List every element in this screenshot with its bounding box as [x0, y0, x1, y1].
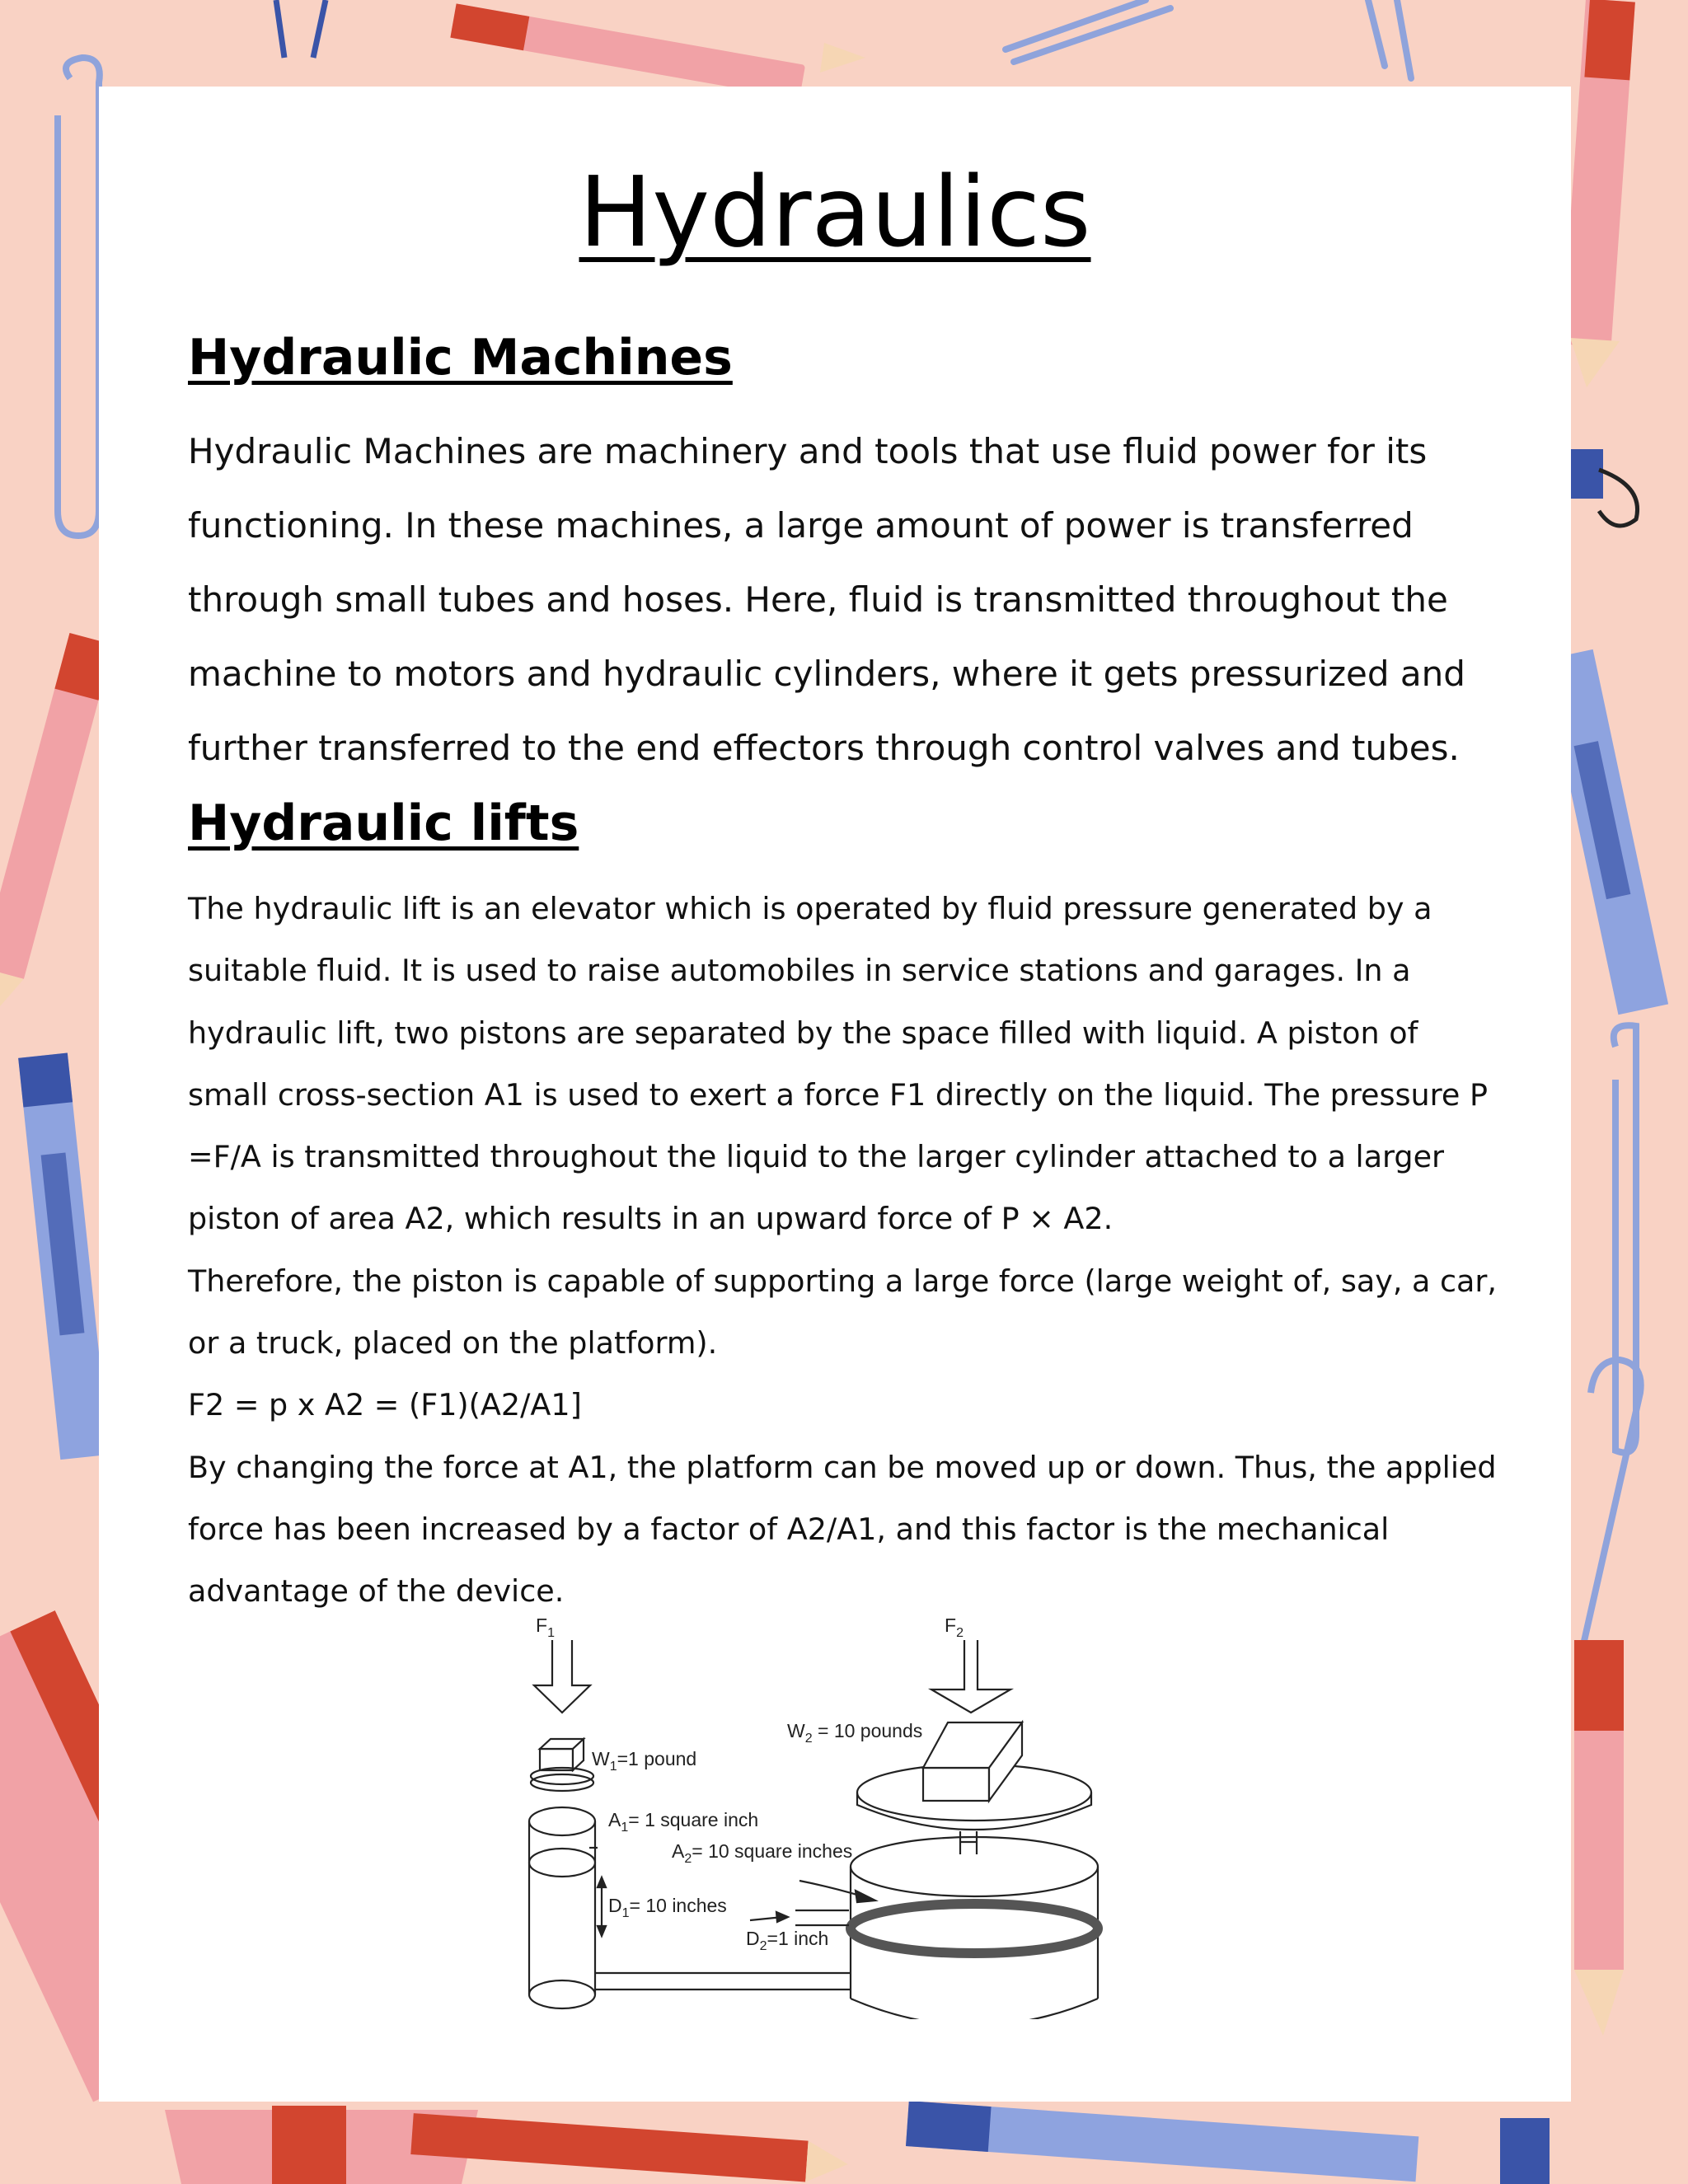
pencil-icon — [0, 633, 114, 1023]
binder-clip-icon — [1570, 449, 1638, 526]
d1-arrow — [598, 1877, 606, 1936]
hydraulic-machines-paragraph: Hydraulic Machines are machinery and tools that use fluid power for its functioning. In these machines, a large amount of power is transferred through small tubes and hoses. Here, fluid is transmitted throughout the machine to motors and hydraulic cylinders, where it gets pressurized and further transferred to the end effectors through control valves and tubes. — [188, 431, 1465, 768]
section-heading-hydraulic-lifts: Hydraulic lifts — [188, 794, 579, 852]
d2-arrow — [750, 1910, 849, 1925]
lift-paragraph: Therefore, the piston is capable of supporting a large force (large weight of, say, a car, or a truck, placed on the platform). — [188, 1263, 1498, 1361]
large-piston-disc — [851, 1904, 1098, 1953]
d2-label: $D_2=1$ inch — [746, 1928, 829, 1953]
f1-arrow — [534, 1640, 590, 1713]
d1-label: $D_1= 10$ inches — [608, 1895, 727, 1920]
a2-label: $A_2= 10$ square inches — [672, 1840, 853, 1866]
large-cylinder — [851, 1837, 1098, 2019]
hydraulic-lift-diagram — [420, 1525, 1129, 2019]
pencil-icon — [1574, 1640, 1624, 2036]
lift-paragraph: By changing the force at A1, the platform can be moved up or down. Thus, the applied force has been increased by a factor of A2/A1, and this factor is the mechanical advantage of the device. — [188, 1449, 1497, 1610]
paperclip-icon — [1614, 1025, 1636, 1452]
f2-arrow — [931, 1640, 1010, 1713]
section-heading-hydraulic-machines: Hydraulic Machines — [188, 329, 733, 387]
a1-label: $A_1= 1$ square inch — [608, 1809, 759, 1835]
page-title: Hydraulics — [579, 155, 1091, 269]
paperclip-icon — [1368, 0, 1411, 78]
hydraulic-lifts-body — [188, 878, 1507, 1623]
pencil-icon — [1562, 0, 1635, 387]
large-weight-box — [923, 1722, 1022, 1801]
paperclip-icon — [1006, 0, 1170, 62]
w2-label: $W_2 = 10$ pounds — [787, 1720, 923, 1746]
small-cylinder — [529, 1807, 595, 2008]
w1-label: $W_1=1$ pound — [592, 1748, 697, 1774]
lift-formula: F2 = p x A2 = (F1)(A2/A1] — [188, 1387, 582, 1423]
pencil-icon — [450, 3, 865, 99]
pencil-icon — [906, 2101, 1418, 2182]
paperclip-icon — [1582, 1360, 1641, 1648]
pencil-icon — [18, 1053, 110, 1460]
f2-label: $F_2$ — [945, 1615, 964, 1640]
paperclip-icon — [58, 58, 100, 536]
small-weight-box — [540, 1739, 584, 1770]
pencil-icon — [410, 2113, 849, 2184]
lift-paragraph: The hydraulic lift is an elevator which is operated by fluid pressure generated by a suitable fluid. It is used to raise automobiles in service stations and garages. In a hydraulic lift, two pistons are separated by the space filled with liquid. A piston of small cross-section A1 is used to exert a force F1 directly on the liquid. The pressure P =F/A is transmitted throughout the liquid to the larger cylinder attached to a larger piston of area A2, which results in an upward force of P × A2. — [188, 891, 1488, 1237]
binder-clip-icon — [276, 0, 326, 58]
f1-label: $F_1$ — [536, 1615, 555, 1640]
binder-clip-icon — [1500, 2118, 1550, 2184]
connecting-pipe — [595, 1973, 851, 1990]
